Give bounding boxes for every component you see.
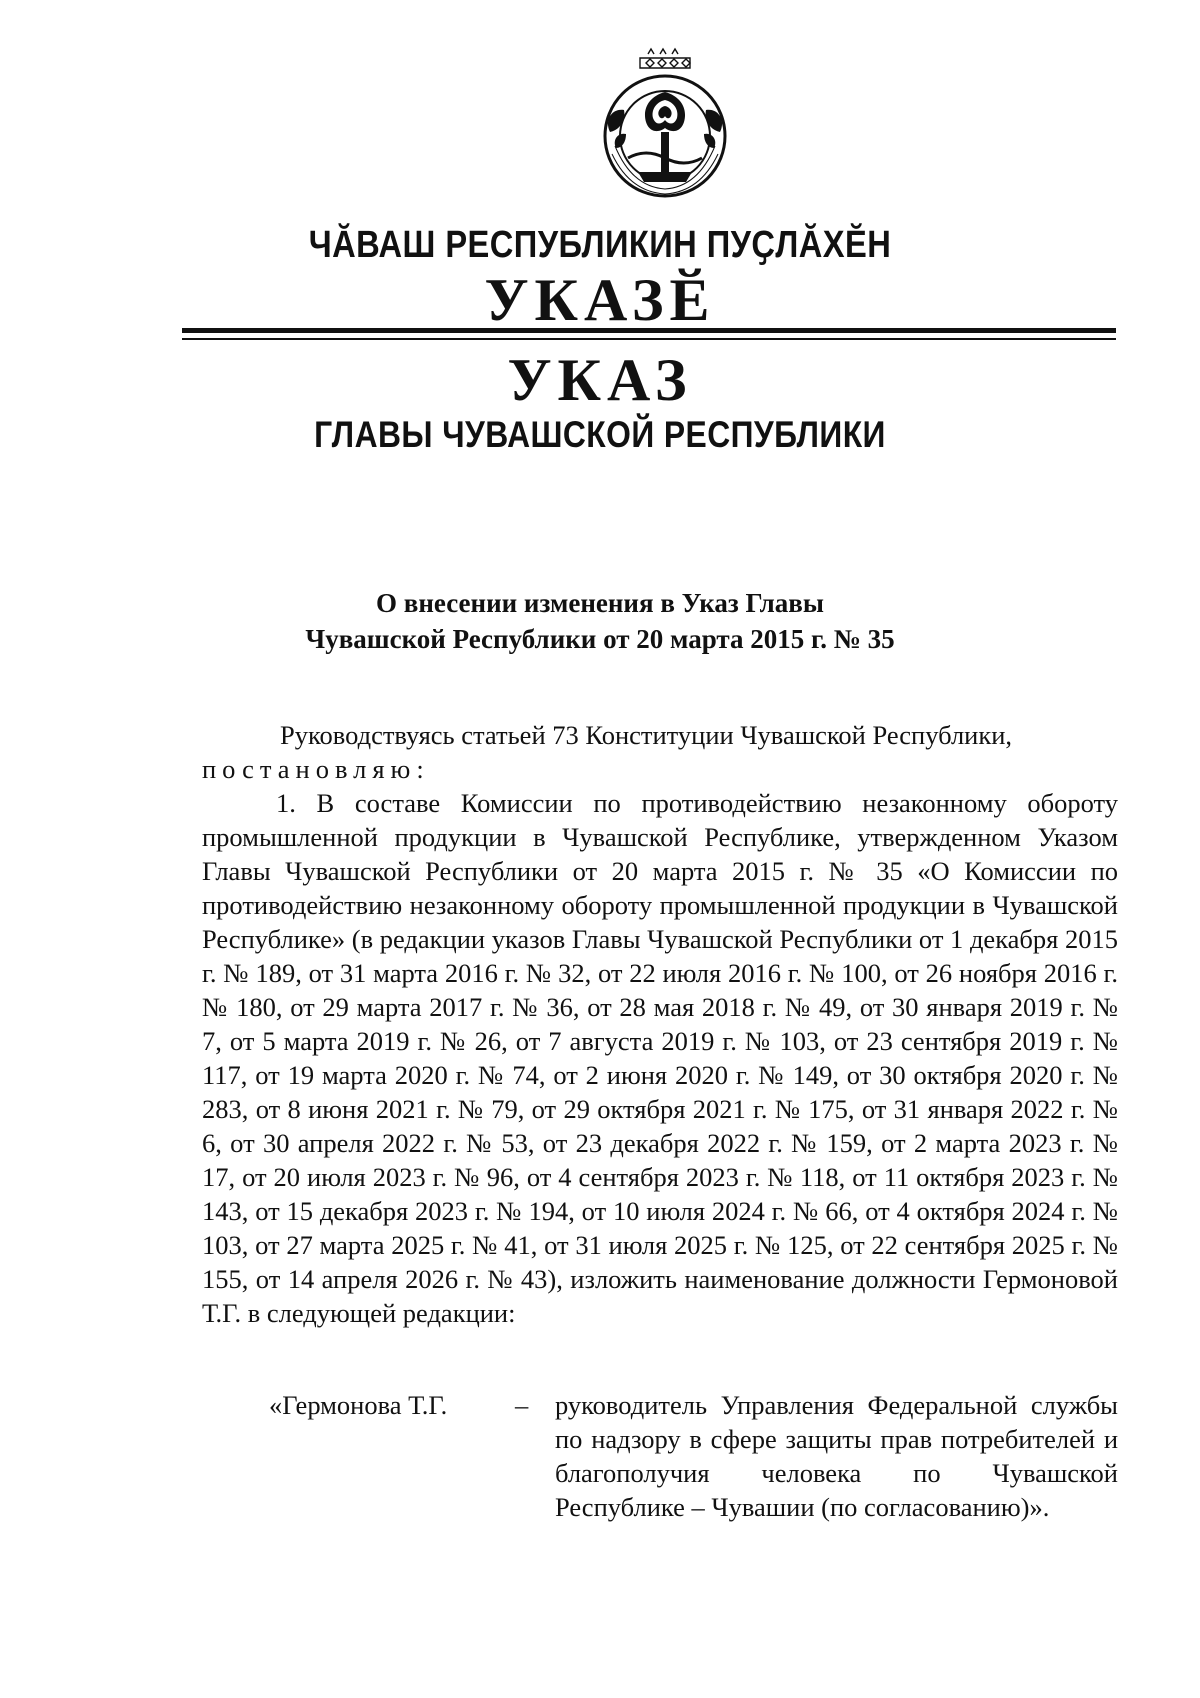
header-divider-thick [182,328,1116,333]
document-title-line-2: Чувашской Республики от 20 марта 2015 г. № 35 [305,624,895,654]
item-1-paragraph: 1. В составе Комиссии по противодействию незаконному обороту промышленной продукции в Чувашской Республике, утвержденном Указом Главы Чувашской Республики от 20 марта 2015 г. № 35 «О Комиссии по противодействию незаконному обороту промышленной продукции в Чувашской Республике» (в редакции указов Главы Чувашской Республики от 1 декабря 2015 г. № 189, от 31 марта 2016 г. № 32, от 22 июля 2016 г. № 100, от 26 ноября 2016 г. № 180, от 29 марта 2017 г. № 36, от 28 мая 2018 г. № 49, от 30 января 2019 г. № 7, от 5 марта 2019 г. № 26, от 7 августа 2019 г. № 103, от 23 сентября 2019 г. № 117, от 19 марта 2020 г. № 74, от 2 июня 2020 г. № 149, от 30 октября 2020 г. № 283, от 8 июня 2021 г. № 79, от 29 октября 2021 г. № 175, от 31 января 2022 г. № 6, от 30 апреля 2022 г. № 53, от 23 декабря 2022 г. № 159, от 2 марта 2023 г. № 17, от 20 июля 2023 г. № 96, от 4 сентября 2023 г. № 118, от 11 октября 2023 г. № 143, от 15 декабря 2023 г. № 194, от 10 июля 2024 г. № 66, от 4 октября 2024 г. № 103, от 27 марта 2025 г. № 41, от 31 июля 2025 г. № 125, от 22 сентября 2025 г. № 155, от 14 апреля 2026 г. № 43), изложить наименование должности Гермоновой Т.Г. в следующей редакции: [202,788,1118,1328]
chuvash-header-line: ЧӐВАШ РЕСПУБЛИКИН ПУҪЛӐХӖН [308,224,892,266]
member-position: руководитель Управления Федеральной службы по надзору в сфере защиты прав потребителей и благополучия человека по Чувашской Республике – Чувашии (по согласованию)». [555,1390,1118,1522]
coat-of-arms-emblem [590,44,740,204]
decree-word-spaced: постановляю: [202,754,430,784]
chuvash-decree-word: УКАЗӖ [484,267,716,333]
entry-dash: – [515,1390,529,1420]
russian-header-line: ГЛАВЫ ЧУВАШСКОЙ РЕСПУБЛИКИ [314,414,886,455]
header-divider-thin [182,338,1116,340]
intro-paragraph: Руководствуясь статьей 73 Конституции Чувашской Республики, [280,720,1013,750]
russian-decree-word: УКАЗ [507,347,693,413]
member-name: «Гермонова Т.Г. [269,1390,448,1420]
document-title-line-1: О внесении изменения в Указ Главы [376,588,824,618]
